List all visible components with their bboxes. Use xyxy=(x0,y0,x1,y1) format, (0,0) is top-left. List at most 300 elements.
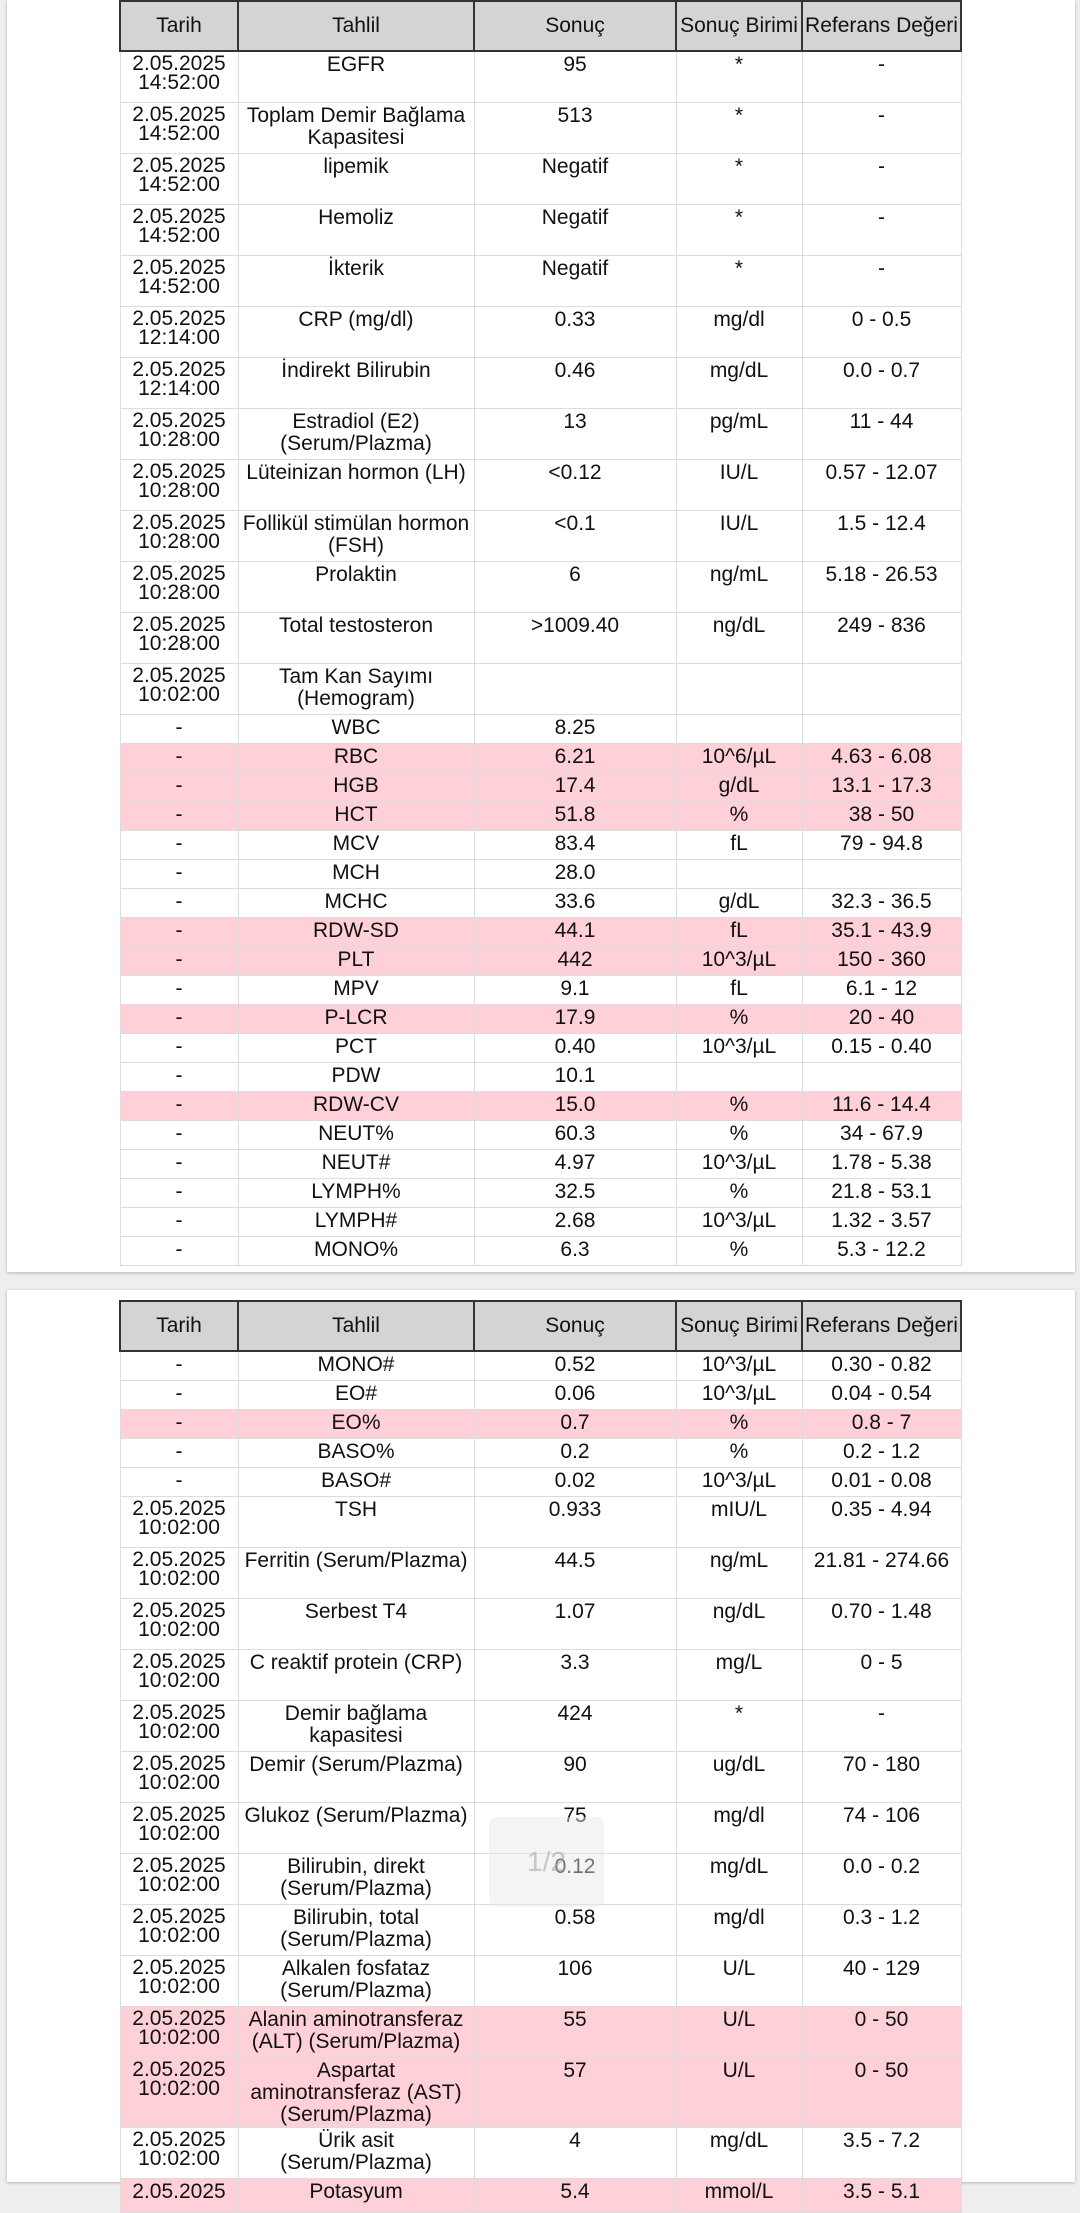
cell-tahlil: Alkalen fosfataz (Serum/Plazma) xyxy=(238,1956,474,2007)
cell-referans: 3.5 - 5.1 xyxy=(802,2179,961,2213)
cell-referans: - xyxy=(802,1701,961,1752)
table-row xyxy=(120,715,961,744)
cell-tahlil: Prolaktin xyxy=(238,562,474,613)
cell-referans: - xyxy=(802,103,961,154)
cell-tarih: - xyxy=(120,918,238,947)
cell-birim: ng/mL xyxy=(676,562,802,613)
cell-birim xyxy=(676,664,802,715)
cell-birim: * xyxy=(676,1701,802,1752)
table-row xyxy=(120,918,961,947)
cell-tahlil: Ferritin (Serum/Plazma) xyxy=(238,1548,474,1599)
table-row xyxy=(120,1650,961,1701)
cell-tarih: 2.05.2025 14:52:00 xyxy=(120,256,238,307)
cell-referans: 249 - 836 xyxy=(802,613,961,664)
cell-birim: mg/dl xyxy=(676,1803,802,1854)
cell-referans: 21.8 - 53.1 xyxy=(802,1179,961,1208)
cell-referans: 0.0 - 0.7 xyxy=(802,358,961,409)
cell-tahlil: HCT xyxy=(238,802,474,831)
table-row xyxy=(120,860,961,889)
cell-birim: % xyxy=(676,1237,802,1266)
cell-birim: fL xyxy=(676,976,802,1005)
cell-sonuc: 442 xyxy=(474,947,676,976)
cell-sonuc: 95 xyxy=(474,51,676,103)
cell-tahlil: Alanin aminotransferaz (ALT) (Serum/Plazma) xyxy=(238,2007,474,2058)
cell-sonuc: 8.25 xyxy=(474,715,676,744)
table-row xyxy=(120,664,961,715)
cell-sonuc: 17.4 xyxy=(474,773,676,802)
cell-birim: ng/dL xyxy=(676,613,802,664)
table-row xyxy=(120,2007,961,2058)
cell-tahlil: NEUT# xyxy=(238,1150,474,1179)
cell-sonuc: 13 xyxy=(474,409,676,460)
cell-birim: pg/mL xyxy=(676,409,802,460)
cell-tarih: 2.05.2025 10:02:00 xyxy=(120,1905,238,1956)
cell-tahlil: MCH xyxy=(238,860,474,889)
cell-tahlil: Bilirubin, total (Serum/Plazma) xyxy=(238,1905,474,1956)
cell-referans: 13.1 - 17.3 xyxy=(802,773,961,802)
cell-tarih: - xyxy=(120,802,238,831)
cell-tarih: - xyxy=(120,1034,238,1063)
cell-sonuc: 57 xyxy=(474,2058,676,2128)
cell-tarih: 2.05.2025 10:02:00 xyxy=(120,1548,238,1599)
table-row xyxy=(120,2128,961,2179)
cell-tahlil: Demir bağlama kapasitesi xyxy=(238,1701,474,1752)
cell-referans: 74 - 106 xyxy=(802,1803,961,1854)
cell-tahlil: Lüteinizan hormon (LH) xyxy=(238,460,474,511)
table-row xyxy=(120,831,961,860)
cell-tahlil: Demir (Serum/Plazma) xyxy=(238,1752,474,1803)
cell-birim xyxy=(676,1063,802,1092)
cell-referans: 0.2 - 1.2 xyxy=(802,1439,961,1468)
cell-birim: ug/dL xyxy=(676,1752,802,1803)
cell-sonuc: 55 xyxy=(474,2007,676,2058)
cell-tahlil: Ürik asit (Serum/Plazma) xyxy=(238,2128,474,2179)
cell-tahlil: LYMPH# xyxy=(238,1208,474,1237)
cell-tarih: 2.05.2025 10:02:00 xyxy=(120,664,238,715)
cell-tarih: 2.05.2025 10:28:00 xyxy=(120,613,238,664)
cell-referans: 34 - 67.9 xyxy=(802,1121,961,1150)
cell-tarih: 2.05.2025 10:28:00 xyxy=(120,562,238,613)
cell-birim: mg/L xyxy=(676,1650,802,1701)
header-sonuc: Sonuç xyxy=(474,1301,676,1351)
report-page-2 xyxy=(7,1290,1075,2203)
cell-referans: 4.63 - 6.08 xyxy=(802,744,961,773)
cell-tahlil: MCHC xyxy=(238,889,474,918)
cell-birim: U/L xyxy=(676,1956,802,2007)
cell-sonuc: 0.06 xyxy=(474,1381,676,1410)
cell-birim: mIU/L xyxy=(676,1497,802,1548)
table-row xyxy=(120,1092,961,1121)
table-row xyxy=(120,947,961,976)
cell-tarih: - xyxy=(120,1208,238,1237)
cell-tarih: - xyxy=(120,1381,238,1410)
cell-birim: mg/dL xyxy=(676,1854,802,1905)
cell-sonuc: 4.97 xyxy=(474,1150,676,1179)
cell-birim: U/L xyxy=(676,2007,802,2058)
cell-tahlil: MCV xyxy=(238,831,474,860)
cell-tarih: 2.05.2025 10:28:00 xyxy=(120,409,238,460)
cell-tahlil: MONO% xyxy=(238,1237,474,1266)
cell-referans: 0 - 5 xyxy=(802,1650,961,1701)
cell-birim: 10^3/µL xyxy=(676,1150,802,1179)
cell-sonuc: 83.4 xyxy=(474,831,676,860)
cell-tarih: - xyxy=(120,1410,238,1439)
header-birim: Sonuç Birimi xyxy=(676,1,802,51)
cell-referans: 0.01 - 0.08 xyxy=(802,1468,961,1497)
cell-tarih: 2.05.2025 10:02:00 xyxy=(120,1752,238,1803)
header-tahlil: Tahlil xyxy=(238,1,474,51)
table-row xyxy=(120,1351,961,1381)
cell-tarih: - xyxy=(120,889,238,918)
cell-tarih: - xyxy=(120,831,238,860)
cell-referans: 0.3 - 1.2 xyxy=(802,1905,961,1956)
table-row xyxy=(120,889,961,918)
header-sonuc: Sonuç xyxy=(474,1,676,51)
cell-tarih: - xyxy=(120,1063,238,1092)
results-body-page-2 xyxy=(120,1351,961,2213)
cell-tarih: 2.05.2025 10:02:00 xyxy=(120,1599,238,1650)
cell-tahlil: Serbest T4 xyxy=(238,1599,474,1650)
cell-tarih: - xyxy=(120,1351,238,1381)
cell-referans: 3.5 - 7.2 xyxy=(802,2128,961,2179)
cell-referans: 40 - 129 xyxy=(802,1956,961,2007)
cell-birim: * xyxy=(676,154,802,205)
cell-sonuc: 106 xyxy=(474,1956,676,2007)
cell-tarih: 2.05.2025 10:28:00 xyxy=(120,511,238,562)
cell-birim: g/dL xyxy=(676,773,802,802)
cell-tarih: - xyxy=(120,1237,238,1266)
cell-birim: 10^3/µL xyxy=(676,1381,802,1410)
cell-sonuc: 0.02 xyxy=(474,1468,676,1497)
cell-birim: fL xyxy=(676,831,802,860)
cell-tahlil: MONO# xyxy=(238,1351,474,1381)
results-body-page-1 xyxy=(120,51,961,1266)
cell-birim: % xyxy=(676,1092,802,1121)
cell-sonuc: 44.5 xyxy=(474,1548,676,1599)
cell-sonuc: 0.52 xyxy=(474,1351,676,1381)
table-row xyxy=(120,205,961,256)
cell-birim: mg/dl xyxy=(676,1905,802,1956)
cell-birim: 10^3/µL xyxy=(676,1034,802,1063)
cell-referans: 1.32 - 3.57 xyxy=(802,1208,961,1237)
cell-birim: 10^3/µL xyxy=(676,947,802,976)
cell-sonuc: 6 xyxy=(474,562,676,613)
table-row xyxy=(120,976,961,1005)
cell-sonuc: >1009.40 xyxy=(474,613,676,664)
cell-tahlil: BASO% xyxy=(238,1439,474,1468)
table-row xyxy=(120,511,961,562)
table-row xyxy=(120,1237,961,1266)
cell-sonuc: 75 xyxy=(474,1803,676,1854)
cell-referans: 11 - 44 xyxy=(802,409,961,460)
cell-sonuc: 0.2 xyxy=(474,1439,676,1468)
cell-referans xyxy=(802,715,961,744)
cell-tarih: 2.05.2025 10:28:00 xyxy=(120,460,238,511)
table-row xyxy=(120,103,961,154)
cell-tarih: - xyxy=(120,860,238,889)
table-row xyxy=(120,802,961,831)
cell-tarih: - xyxy=(120,1179,238,1208)
cell-birim: g/dL xyxy=(676,889,802,918)
cell-referans: 20 - 40 xyxy=(802,1005,961,1034)
cell-tahlil: RBC xyxy=(238,744,474,773)
cell-sonuc: Negatif xyxy=(474,154,676,205)
cell-tarih: 2.05.2025 14:52:00 xyxy=(120,103,238,154)
cell-referans: 0 - 50 xyxy=(802,2007,961,2058)
table-row xyxy=(120,460,961,511)
table-row xyxy=(120,613,961,664)
cell-birim: % xyxy=(676,1121,802,1150)
table-row xyxy=(120,1179,961,1208)
cell-referans: 21.81 - 274.66 xyxy=(802,1548,961,1599)
cell-tahlil: RDW-CV xyxy=(238,1092,474,1121)
table-row xyxy=(120,409,961,460)
table-row xyxy=(120,1701,961,1752)
cell-referans: 0.8 - 7 xyxy=(802,1410,961,1439)
cell-tahlil: PLT xyxy=(238,947,474,976)
cell-tahlil: Tam Kan Sayımı (Hemogram) xyxy=(238,664,474,715)
cell-tarih: 2.05.2025 10:02:00 xyxy=(120,1854,238,1905)
results-table-page-2 xyxy=(119,1300,962,2213)
cell-tahlil: PCT xyxy=(238,1034,474,1063)
table-row xyxy=(120,562,961,613)
cell-referans: - xyxy=(802,256,961,307)
cell-sonuc: 32.5 xyxy=(474,1179,676,1208)
cell-referans: 0.04 - 0.54 xyxy=(802,1381,961,1410)
cell-sonuc: 33.6 xyxy=(474,889,676,918)
cell-referans: - xyxy=(802,51,961,103)
cell-birim: ng/dL xyxy=(676,1599,802,1650)
cell-referans: 5.18 - 26.53 xyxy=(802,562,961,613)
cell-birim: 10^3/µL xyxy=(676,1468,802,1497)
table-row xyxy=(120,773,961,802)
cell-birim: * xyxy=(676,256,802,307)
cell-sonuc: 17.9 xyxy=(474,1005,676,1034)
cell-tarih: 2.05.2025 10:02:00 xyxy=(120,1701,238,1752)
cell-birim: % xyxy=(676,1005,802,1034)
cell-tarih: 2.05.2025 14:52:00 xyxy=(120,51,238,103)
cell-referans: 0.15 - 0.40 xyxy=(802,1034,961,1063)
cell-sonuc: 424 xyxy=(474,1701,676,1752)
table-row xyxy=(120,154,961,205)
table-header xyxy=(120,1301,961,1351)
cell-tarih: 2.05.2025 10:02:00 xyxy=(120,1650,238,1701)
cell-tahlil: EO# xyxy=(238,1381,474,1410)
cell-tarih: - xyxy=(120,744,238,773)
cell-sonuc: 15.0 xyxy=(474,1092,676,1121)
cell-birim: mg/dl xyxy=(676,307,802,358)
cell-tarih: - xyxy=(120,773,238,802)
cell-sonuc: 44.1 xyxy=(474,918,676,947)
cell-sonuc: 10.1 xyxy=(474,1063,676,1092)
cell-birim: 10^3/µL xyxy=(676,1351,802,1381)
cell-sonuc: 6.3 xyxy=(474,1237,676,1266)
table-row xyxy=(120,1005,961,1034)
cell-sonuc: 0.7 xyxy=(474,1410,676,1439)
cell-tahlil: Toplam Demir Bağlama Kapasitesi xyxy=(238,103,474,154)
cell-referans: 79 - 94.8 xyxy=(802,831,961,860)
cell-sonuc: 90 xyxy=(474,1752,676,1803)
table-header xyxy=(120,1,961,51)
cell-referans: 35.1 - 43.9 xyxy=(802,918,961,947)
cell-tahlil: EO% xyxy=(238,1410,474,1439)
cell-birim: % xyxy=(676,1179,802,1208)
cell-birim: % xyxy=(676,1439,802,1468)
cell-tahlil: İkterik xyxy=(238,256,474,307)
cell-tarih: - xyxy=(120,1121,238,1150)
cell-tarih: - xyxy=(120,976,238,1005)
cell-referans: - xyxy=(802,154,961,205)
header-tarih: Tarih xyxy=(120,1,238,51)
cell-sonuc: 4 xyxy=(474,2128,676,2179)
header-tahlil: Tahlil xyxy=(238,1301,474,1351)
cell-tahlil: LYMPH% xyxy=(238,1179,474,1208)
table-row xyxy=(120,307,961,358)
table-row xyxy=(120,358,961,409)
cell-sonuc: 0.933 xyxy=(474,1497,676,1548)
cell-sonuc: 5.4 xyxy=(474,2179,676,2213)
cell-tahlil: C reaktif protein (CRP) xyxy=(238,1650,474,1701)
cell-birim: % xyxy=(676,802,802,831)
cell-sonuc: 6.21 xyxy=(474,744,676,773)
cell-referans: 150 - 360 xyxy=(802,947,961,976)
cell-tahlil: NEUT% xyxy=(238,1121,474,1150)
cell-birim: 10^6/µL xyxy=(676,744,802,773)
cell-sonuc: Negatif xyxy=(474,256,676,307)
table-row xyxy=(120,1208,961,1237)
cell-tahlil: Estradiol (E2) (Serum/Plazma) xyxy=(238,409,474,460)
cell-sonuc: 0.46 xyxy=(474,358,676,409)
cell-referans: 0.57 - 12.07 xyxy=(802,460,961,511)
header-tarih: Tarih xyxy=(120,1301,238,1351)
cell-sonuc: 28.0 xyxy=(474,860,676,889)
table-row xyxy=(120,1063,961,1092)
cell-tarih: 2.05.2025 14:52:00 xyxy=(120,205,238,256)
cell-tarih: 2.05.2025 14:52:00 xyxy=(120,154,238,205)
cell-tahlil: Total testosteron xyxy=(238,613,474,664)
cell-referans xyxy=(802,860,961,889)
cell-sonuc: <0.12 xyxy=(474,460,676,511)
cell-sonuc: 513 xyxy=(474,103,676,154)
cell-tarih: 2.05.2025 12:14:00 xyxy=(120,358,238,409)
cell-tahlil: MPV xyxy=(238,976,474,1005)
table-row xyxy=(120,1752,961,1803)
table-row xyxy=(120,1121,961,1150)
cell-tahlil: TSH xyxy=(238,1497,474,1548)
cell-tarih: - xyxy=(120,947,238,976)
cell-tarih: 2.05.2025 10:02:00 xyxy=(120,2128,238,2179)
cell-referans: - xyxy=(802,205,961,256)
table-row xyxy=(120,2058,961,2128)
cell-tarih: 2.05.2025 12:14:00 xyxy=(120,307,238,358)
page-number-watermark: 1/2 xyxy=(489,1817,604,1907)
cell-sonuc xyxy=(474,664,676,715)
cell-tahlil: CRP (mg/dl) xyxy=(238,307,474,358)
cell-sonuc: 51.8 xyxy=(474,802,676,831)
cell-tahlil: WBC xyxy=(238,715,474,744)
cell-tarih: - xyxy=(120,1005,238,1034)
cell-tarih: 2.05.2025 10:02:00 xyxy=(120,1956,238,2007)
results-table-page-1 xyxy=(119,0,962,1266)
cell-referans: 11.6 - 14.4 xyxy=(802,1092,961,1121)
table-row xyxy=(120,1956,961,2007)
cell-sonuc: 9.1 xyxy=(474,976,676,1005)
cell-birim: * xyxy=(676,103,802,154)
cell-birim: * xyxy=(676,205,802,256)
table-row xyxy=(120,1150,961,1179)
table-row xyxy=(120,1497,961,1548)
cell-sonuc: 1.07 xyxy=(474,1599,676,1650)
cell-referans: 0 - 50 xyxy=(802,2058,961,2128)
cell-birim: mg/dL xyxy=(676,358,802,409)
table-row xyxy=(120,1034,961,1063)
cell-tahlil: Glukoz (Serum/Plazma) xyxy=(238,1803,474,1854)
report-page-1 xyxy=(7,0,1075,1272)
cell-referans: 0.70 - 1.48 xyxy=(802,1599,961,1650)
cell-sonuc: 60.3 xyxy=(474,1121,676,1150)
cell-birim xyxy=(676,715,802,744)
cell-referans: 0.30 - 0.82 xyxy=(802,1351,961,1381)
cell-referans: 5.3 - 12.2 xyxy=(802,1237,961,1266)
cell-tarih: 2.05.2025 10:02:00 xyxy=(120,2058,238,2128)
table-row xyxy=(120,1439,961,1468)
cell-tarih: 2.05.2025 10:02:00 xyxy=(120,1497,238,1548)
header-referans: Referans Değeri xyxy=(802,1301,961,1351)
cell-tahlil: P-LCR xyxy=(238,1005,474,1034)
cell-tahlil: Bilirubin, direkt (Serum/Plazma) xyxy=(238,1854,474,1905)
cell-referans: 0 - 0.5 xyxy=(802,307,961,358)
header-referans: Referans Değeri xyxy=(802,1,961,51)
cell-tahlil: RDW-SD xyxy=(238,918,474,947)
cell-birim: % xyxy=(676,1410,802,1439)
cell-tahlil: Aspartat aminotransferaz (AST) (Serum/Plazma) xyxy=(238,2058,474,2128)
cell-tarih: - xyxy=(120,1468,238,1497)
table-row xyxy=(120,1410,961,1439)
cell-tarih: - xyxy=(120,1092,238,1121)
cell-tahlil: lipemik xyxy=(238,154,474,205)
cell-birim: IU/L xyxy=(676,511,802,562)
cell-birim: ng/mL xyxy=(676,1548,802,1599)
cell-sonuc: 3.3 xyxy=(474,1650,676,1701)
header-birim: Sonuç Birimi xyxy=(676,1301,802,1351)
cell-tahlil: Hemoliz xyxy=(238,205,474,256)
cell-referans: 38 - 50 xyxy=(802,802,961,831)
cell-sonuc: 0.58 xyxy=(474,1905,676,1956)
cell-tahlil: EGFR xyxy=(238,51,474,103)
cell-sonuc: 0.33 xyxy=(474,307,676,358)
cell-referans xyxy=(802,1063,961,1092)
cell-referans: 1.5 - 12.4 xyxy=(802,511,961,562)
cell-birim: * xyxy=(676,51,802,103)
table-row xyxy=(120,256,961,307)
table-row xyxy=(120,744,961,773)
cell-tahlil: PDW xyxy=(238,1063,474,1092)
cell-sonuc: 0.12 xyxy=(474,1854,676,1905)
cell-sonuc: <0.1 xyxy=(474,511,676,562)
cell-birim: IU/L xyxy=(676,460,802,511)
cell-tarih: 2.05.2025 10:02:00 xyxy=(120,2007,238,2058)
cell-tahlil: Potasyum xyxy=(238,2179,474,2213)
cell-tahlil: İndirekt Bilirubin xyxy=(238,358,474,409)
cell-birim: fL xyxy=(676,918,802,947)
cell-tarih: - xyxy=(120,1439,238,1468)
table-row xyxy=(120,1548,961,1599)
cell-sonuc: Negatif xyxy=(474,205,676,256)
cell-sonuc: 0.40 xyxy=(474,1034,676,1063)
cell-referans: 0.0 - 0.2 xyxy=(802,1854,961,1905)
table-row xyxy=(120,1905,961,1956)
cell-tahlil: Follikül stimülan hormon (FSH) xyxy=(238,511,474,562)
